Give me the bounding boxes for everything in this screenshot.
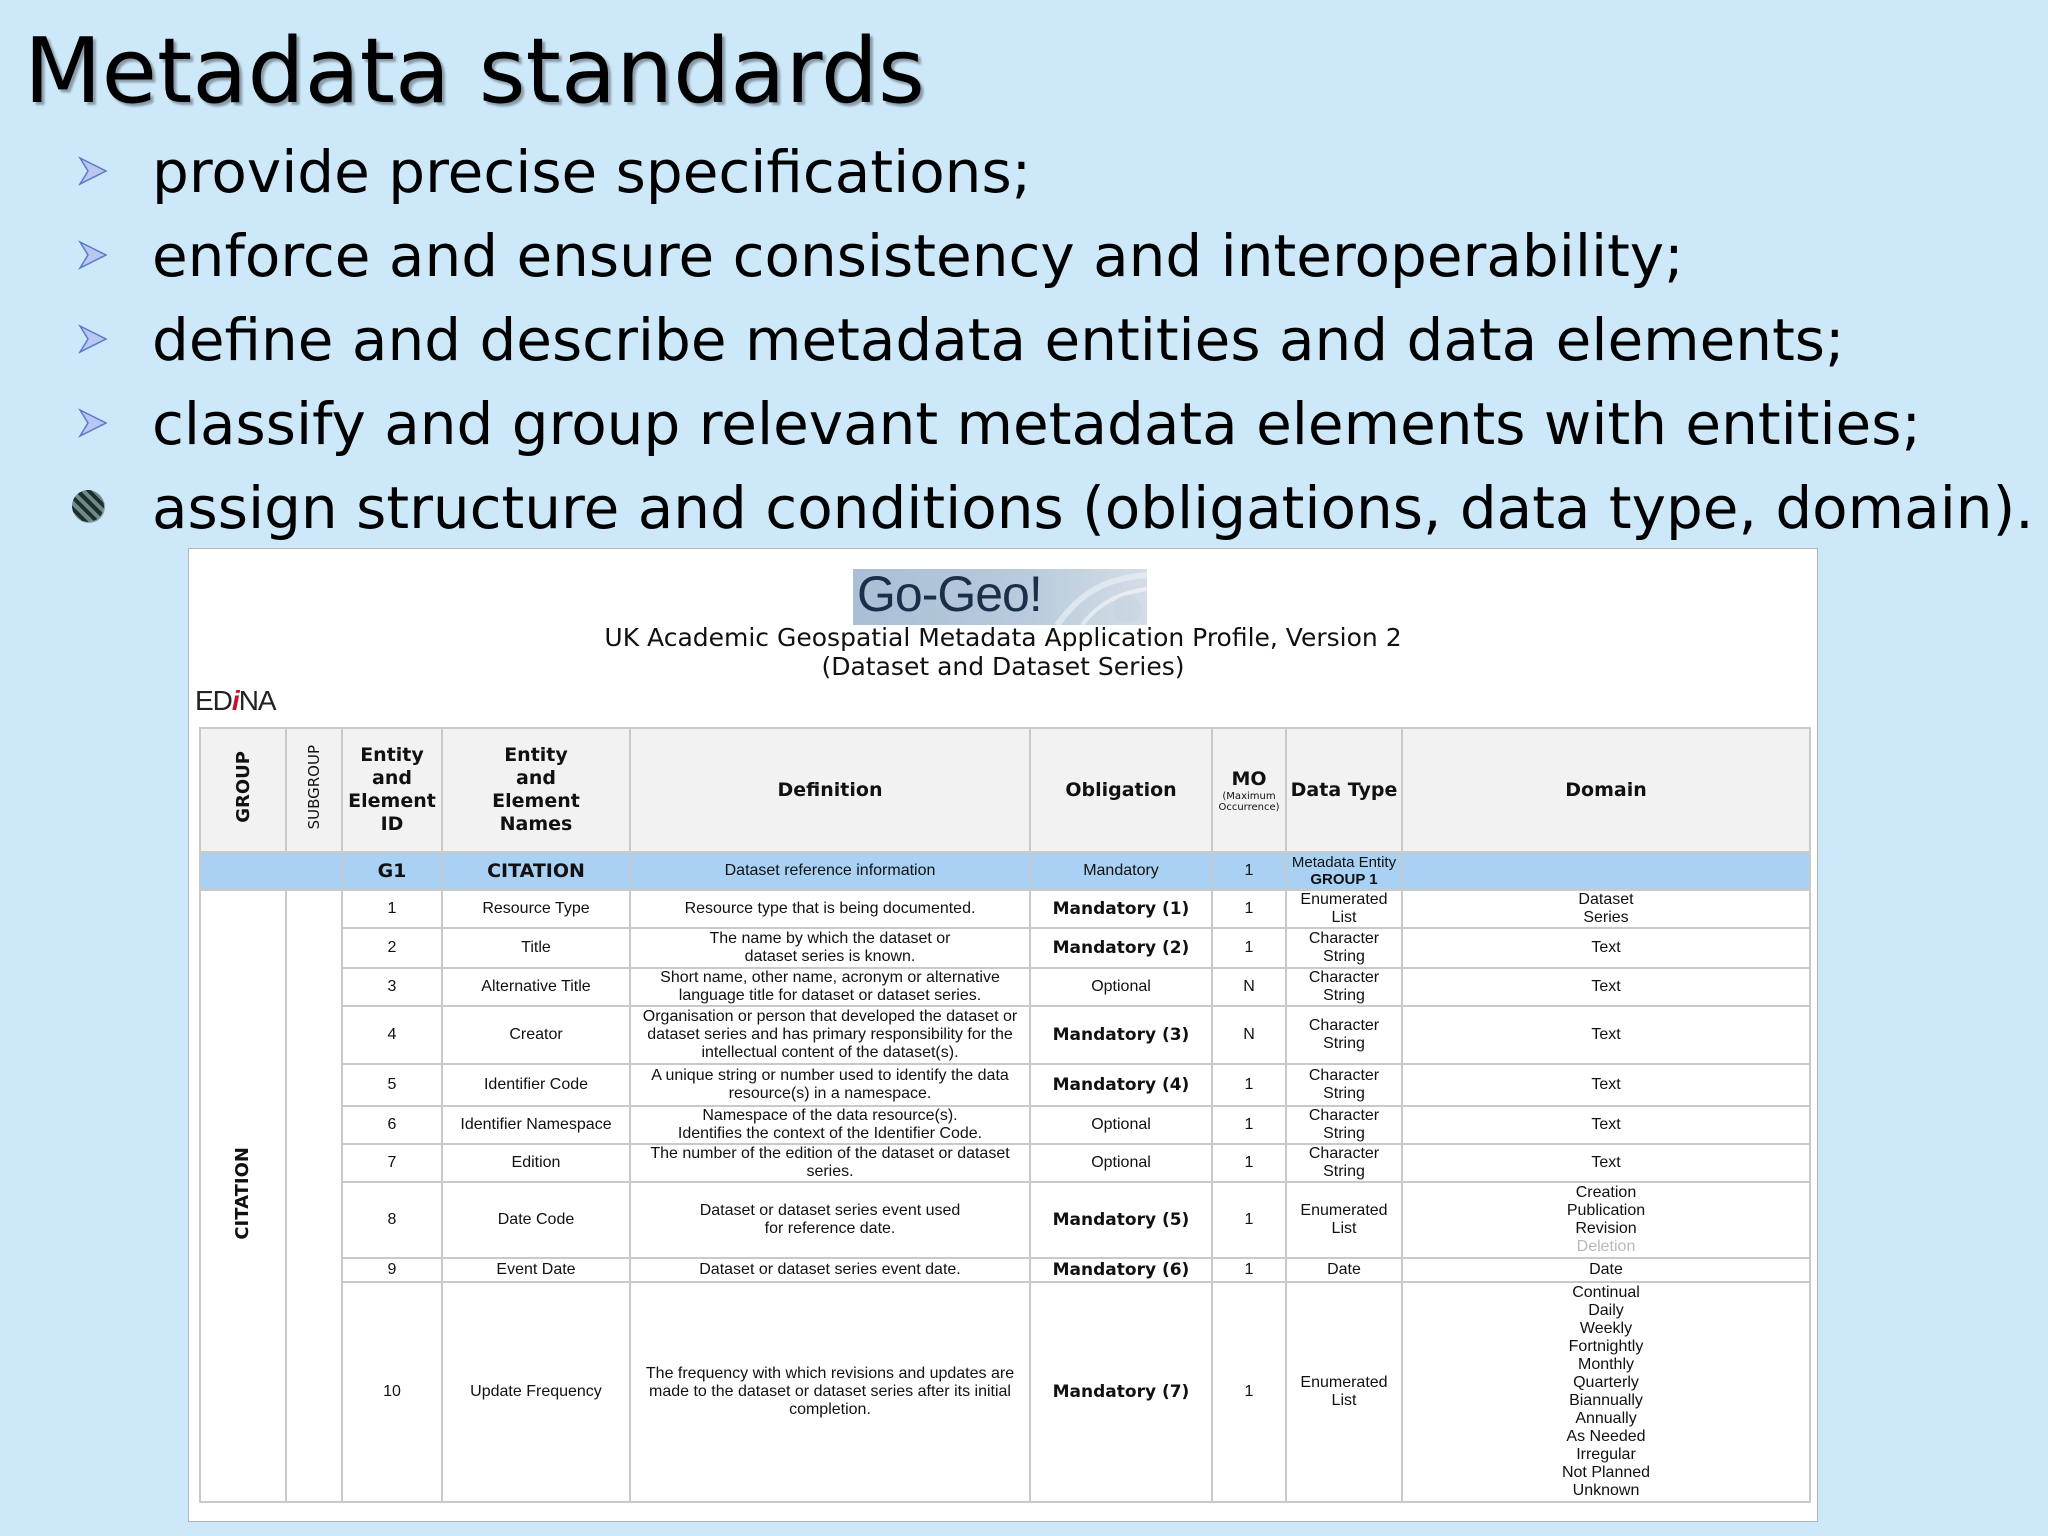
element-id: 3 (342, 968, 442, 1006)
element-data-type: Character String (1286, 1006, 1402, 1064)
element-domain-extra: Deletion (1576, 1238, 1636, 1255)
element-id: 6 (342, 1106, 442, 1144)
element-definition: Dataset or dataset series event used for reference date. (630, 1182, 1030, 1258)
element-name: Alternative Title (442, 968, 630, 1006)
element-name: Edition (442, 1144, 630, 1182)
element-name: Update Frequency (442, 1282, 630, 1502)
header-entity-names: Entity and Element Names (442, 728, 630, 852)
header-obligation: Obligation (1030, 728, 1212, 852)
arrow-bullet-icon (78, 214, 108, 298)
go-geo-logo (853, 569, 1147, 625)
element-data-type: Character String (1286, 1144, 1402, 1182)
group-name: CITATION (442, 852, 630, 890)
group-row-blank (200, 852, 342, 890)
element-domain: Dataset Series (1402, 890, 1810, 928)
element-obligation: Mandatory (5) (1030, 1182, 1212, 1258)
element-definition: Short name, other name, acronym or alternative language title for dataset or dataset series. (630, 968, 1030, 1006)
element-domain: Text (1402, 1064, 1810, 1106)
subgroup-cell (286, 890, 342, 1502)
element-definition: Dataset or dataset series event date. (630, 1258, 1030, 1282)
bullet-text: assign structure and conditions (obligations, data type, domain). (152, 474, 2034, 542)
element-domain: Text (1402, 1144, 1810, 1182)
group-row (200, 852, 1810, 890)
element-mo: N (1212, 1006, 1286, 1064)
element-name: Date Code (442, 1182, 630, 1258)
table-row (200, 928, 1810, 968)
header-subgroup: SUBGROUP (286, 728, 342, 852)
element-mo: 1 (1212, 928, 1286, 968)
table-row (200, 1258, 1810, 1282)
element-domain: Text (1402, 1006, 1810, 1064)
group-domain (1402, 852, 1810, 890)
element-obligation: Mandatory (4) (1030, 1064, 1212, 1106)
group-label-cell: CITATION (200, 890, 286, 1502)
metadata-elements-table (199, 727, 1811, 1503)
element-name: Event Date (442, 1258, 630, 1282)
element-domain: Creation Publication Revision Deletion (1402, 1182, 1810, 1258)
go-geo-logo-text: Go-Geo! (857, 569, 1042, 622)
element-definition: The frequency with which revisions and updates are made to the dataset or dataset series after its initial completion. (630, 1282, 1030, 1502)
bullet-item (70, 466, 2034, 550)
element-data-type: Character String (1286, 968, 1402, 1006)
element-id: 10 (342, 1282, 442, 1502)
element-name: Title (442, 928, 630, 968)
element-obligation: Mandatory (2) (1030, 928, 1212, 968)
slide-title: Metadata standards (24, 19, 925, 124)
document-title-line1: UK Academic Geospatial Metadata Application Profile, Version 2 (604, 623, 1402, 652)
bullet-text: provide precise specifications; (152, 138, 1032, 206)
element-data-type: Character String (1286, 1106, 1402, 1144)
table-row (200, 1006, 1810, 1064)
arrow-bullet-icon (78, 298, 108, 382)
header-entity-id: Entity and Element ID (342, 728, 442, 852)
element-data-type: Character String (1286, 1064, 1402, 1106)
striped-ball-bullet-icon (72, 490, 104, 522)
element-obligation: Optional (1030, 1106, 1212, 1144)
element-name: Creator (442, 1006, 630, 1064)
element-definition: Resource type that is being documented. (630, 890, 1030, 928)
bullet-text: define and describe metadata entities and data elements; (152, 306, 1845, 374)
bullet-item (70, 214, 2034, 298)
table-header-row (200, 728, 1810, 852)
table-row (200, 968, 1810, 1006)
element-name: Resource Type (442, 890, 630, 928)
element-data-type: Enumerated List (1286, 1282, 1402, 1502)
element-mo: 1 (1212, 1064, 1286, 1106)
bullet-item (70, 382, 2034, 466)
element-domain: Continual Daily Weekly Fortnightly Monthly Quarterly Biannually Annually As Needed Irregular Not Planned Unknown (1402, 1282, 1810, 1502)
bullet-list (70, 130, 2034, 550)
table-row (200, 890, 1810, 928)
element-obligation: Optional (1030, 968, 1212, 1006)
element-obligation: Mandatory (7) (1030, 1282, 1212, 1502)
element-domain: Text (1402, 968, 1810, 1006)
globe-swoosh-icon (1037, 569, 1147, 625)
group-id: G1 (342, 852, 442, 890)
element-definition: The name by which the dataset or dataset series is known. (630, 928, 1030, 968)
element-id: 4 (342, 1006, 442, 1064)
element-id: 9 (342, 1258, 442, 1282)
element-mo: 1 (1212, 1282, 1286, 1502)
table-row (200, 1144, 1810, 1182)
element-name: Identifier Namespace (442, 1106, 630, 1144)
document-title (189, 623, 1817, 681)
element-id: 8 (342, 1182, 442, 1258)
element-mo: 1 (1212, 1144, 1286, 1182)
element-domain: Text (1402, 928, 1810, 968)
header-definition: Definition (630, 728, 1030, 852)
element-name: Identifier Code (442, 1064, 630, 1106)
bullet-text: classify and group relevant metadata elements with entities; (152, 390, 1921, 458)
table-row (200, 1282, 1810, 1502)
bullet-text: enforce and ensure consistency and interoperability; (152, 222, 1684, 290)
element-mo: N (1212, 968, 1286, 1006)
element-obligation: Mandatory (1) (1030, 890, 1212, 928)
element-definition: A unique string or number used to identify the data resource(s) in a namespace. (630, 1064, 1030, 1106)
element-data-type: Date (1286, 1258, 1402, 1282)
element-id: 5 (342, 1064, 442, 1106)
table-row (200, 1064, 1810, 1106)
element-mo: 1 (1212, 890, 1286, 928)
document-title-line2: (Dataset and Dataset Series) (821, 652, 1185, 681)
element-mo: 1 (1212, 1182, 1286, 1258)
element-definition: The number of the edition of the dataset or dataset series. (630, 1144, 1030, 1182)
element-definition: Namespace of the data resource(s). Identifies the context of the Identifier Code. (630, 1106, 1030, 1144)
element-obligation: Mandatory (3) (1030, 1006, 1212, 1064)
element-mo: 1 (1212, 1106, 1286, 1144)
element-data-type: Character String (1286, 928, 1402, 968)
bullet-item (70, 130, 2034, 214)
element-mo: 1 (1212, 1258, 1286, 1282)
group-obligation: Mandatory (1030, 852, 1212, 890)
element-id: 2 (342, 928, 442, 968)
element-data-type: Enumerated List (1286, 1182, 1402, 1258)
element-domain: Date (1402, 1258, 1810, 1282)
header-data-type: Data Type (1286, 728, 1402, 852)
group-definition: Dataset reference information (630, 852, 1030, 890)
element-definition: Organisation or person that developed the dataset or dataset series and has primary responsibility for the intellectual content of the dataset(s). (630, 1006, 1030, 1064)
group-mo: 1 (1212, 852, 1286, 890)
element-id: 7 (342, 1144, 442, 1182)
table-row (200, 1106, 1810, 1144)
table-row (200, 1182, 1810, 1258)
element-data-type: Enumerated List (1286, 890, 1402, 928)
header-group: GROUP (200, 728, 286, 852)
edina-logo: EDiNA (195, 685, 276, 716)
metadata-profile-document (188, 548, 1818, 1522)
arrow-bullet-icon (78, 130, 108, 214)
element-id: 1 (342, 890, 442, 928)
bullet-item (70, 298, 2034, 382)
group-data-type: Metadata Entity GROUP 1 (1286, 852, 1402, 890)
element-obligation: Mandatory (6) (1030, 1258, 1212, 1282)
arrow-bullet-icon (78, 382, 108, 466)
element-domain: Text (1402, 1106, 1810, 1144)
header-mo: MO (Maximum Occurrence) (1212, 728, 1286, 852)
header-domain: Domain (1402, 728, 1810, 852)
element-obligation: Optional (1030, 1144, 1212, 1182)
